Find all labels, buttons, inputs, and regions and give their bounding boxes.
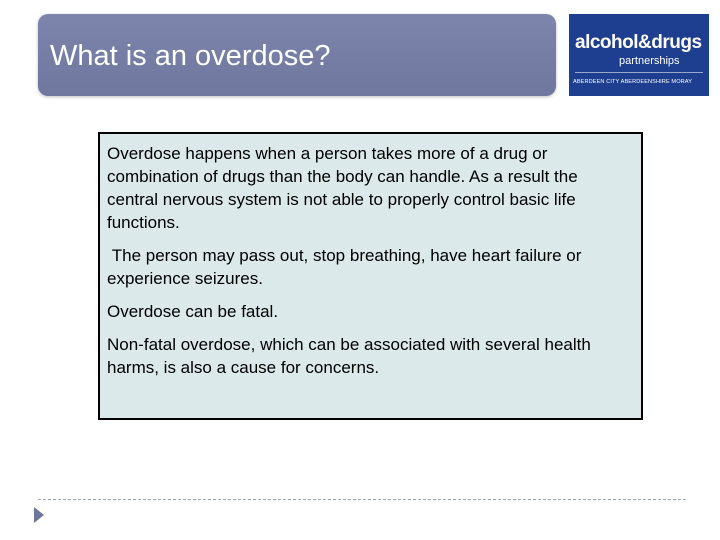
logo-areas-text: ABERDEEN CITY ABERDEENSHIRE MORAY (573, 79, 693, 85)
footer-divider (38, 499, 686, 500)
arrow-right-icon (34, 507, 44, 523)
content-paragraph: Overdose can be fatal. (107, 302, 279, 321)
logo-divider (575, 72, 703, 73)
content-paragraph: Non-fatal overdose, which can be associated with several health harms, is also a cause for concerns. (107, 335, 591, 377)
logo-main-text: alcohol&drugs (575, 32, 702, 53)
slide-title: What is an overdose? (50, 40, 331, 72)
partnership-logo (569, 14, 709, 96)
content-box (98, 132, 643, 420)
content-paragraph: Overdose happens when a person takes more of a drug or combination of drugs than the body can handle. As a result the central nervous system is not able to properly control basic life functions. (107, 144, 578, 232)
logo-sub-text: partnerships (619, 55, 680, 67)
content-paragraph: The person may pass out, stop breathing, have heart failure or experience seizures. (107, 246, 587, 288)
